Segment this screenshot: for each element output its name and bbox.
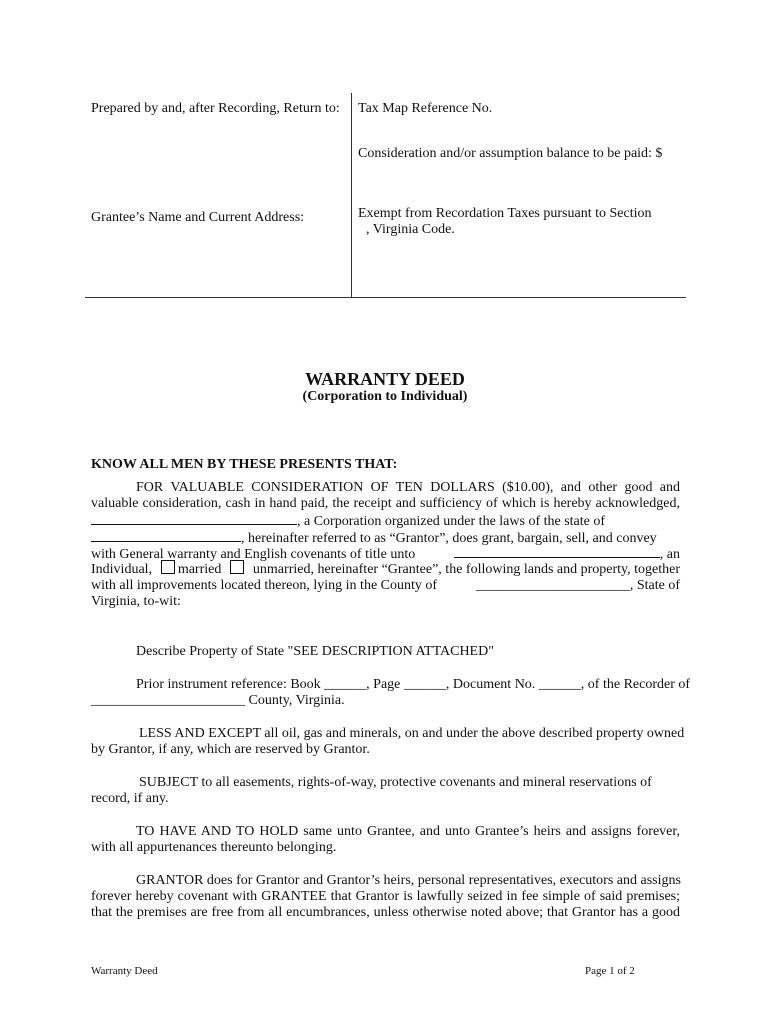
less-except-line2: by Grantor, if any, which are reserved by Grantor. xyxy=(91,742,370,757)
describe-property: Describe Property of State "SEE DESCRIPTION ATTACHED" xyxy=(136,644,494,659)
para1-line5: with General warranty and English covenants of title unto , an xyxy=(91,544,680,563)
covenant-line1: GRANTOR does for Grantor and Grantor’s heirs, personal representatives, executors and assigns xyxy=(136,873,681,888)
prior-instrument-line2: ______________________ County, Virginia. xyxy=(91,693,345,708)
para1-line2: valuable consideration, cash in hand paid, the receipt and sufficiency of which is hereby acknowledged, xyxy=(91,496,680,511)
tax-map-label: Tax Map Reference No. xyxy=(358,101,493,116)
habendum-line2: with all appurtenances thereunto belonging. xyxy=(91,840,337,855)
para1-line7: with all improvements located thereon, lying in the County of ______________________, State of xyxy=(91,578,680,593)
county-field[interactable]: ______________________ xyxy=(475,578,630,593)
document-subtitle: (Corporation to Individual) xyxy=(302,389,468,404)
para1-line6: Individual, married unmarried, hereinafter “Grantee”, the following lands and property, together xyxy=(91,562,681,577)
covenant-line2: forever hereby covenant with GRANTEE that Grantor is lawfully seized in fee simple of said premises; xyxy=(91,889,680,904)
virginia-code-label: , Virginia Code. xyxy=(366,222,455,237)
consideration-label: Consideration and/or assumption balance to be paid: $ xyxy=(358,146,663,161)
document-title: WARRANTY DEED xyxy=(305,369,465,389)
footer-title: Warranty Deed xyxy=(91,965,158,977)
grantor-name-field[interactable] xyxy=(91,511,297,525)
habendum-line1: TO HAVE AND TO HOLD same unto Grantee, and unto Grantee’s heirs and assigns forever, xyxy=(136,824,680,839)
header-rule xyxy=(85,297,686,298)
subject-line2: record, if any. xyxy=(91,791,169,806)
less-except-line1: LESS AND EXCEPT all oil, gas and minerals, on and under the above described property owned xyxy=(139,726,685,741)
para1-line3: , a Corporation organized under the laws of the state of xyxy=(91,511,680,530)
page-number: Page 1 of 2 xyxy=(585,965,635,977)
para1-line4: , hereinafter referred to as “Grantor”, does grant, bargain, sell, and convey xyxy=(91,528,680,547)
exempt-label: Exempt from Recordation Taxes pursuant to Section xyxy=(358,206,652,221)
grantor-state-field[interactable] xyxy=(91,528,241,542)
married-checkbox[interactable] xyxy=(161,560,175,574)
para1-line1: FOR VALUABLE CONSIDERATION OF TEN DOLLARS ($10.00), and other good and xyxy=(136,480,680,495)
grantee-name-field[interactable] xyxy=(454,544,660,558)
prior-instrument-line1: Prior instrument reference: Book ______, Page ______, Document No. ______, of the Recorder of xyxy=(136,677,691,692)
grantee-address-label: Grantee’s Name and Current Address: xyxy=(91,210,305,225)
subject-line1: SUBJECT to all easements, rights-of-way, protective covenants and mineral reservations of xyxy=(139,775,652,790)
covenant-line3: that the premises are free from all encumbrances, unless otherwise noted above; that Grantor has a good xyxy=(91,905,680,920)
header-divider xyxy=(351,93,352,298)
return-to-label: Prepared by and, after Recording, Return to: xyxy=(91,101,340,116)
know-all-heading: KNOW ALL MEN BY THESE PRESENTS THAT: xyxy=(91,457,398,472)
unmarried-checkbox[interactable] xyxy=(230,560,244,574)
para1-line8: Virginia, to-wit: xyxy=(91,594,181,609)
